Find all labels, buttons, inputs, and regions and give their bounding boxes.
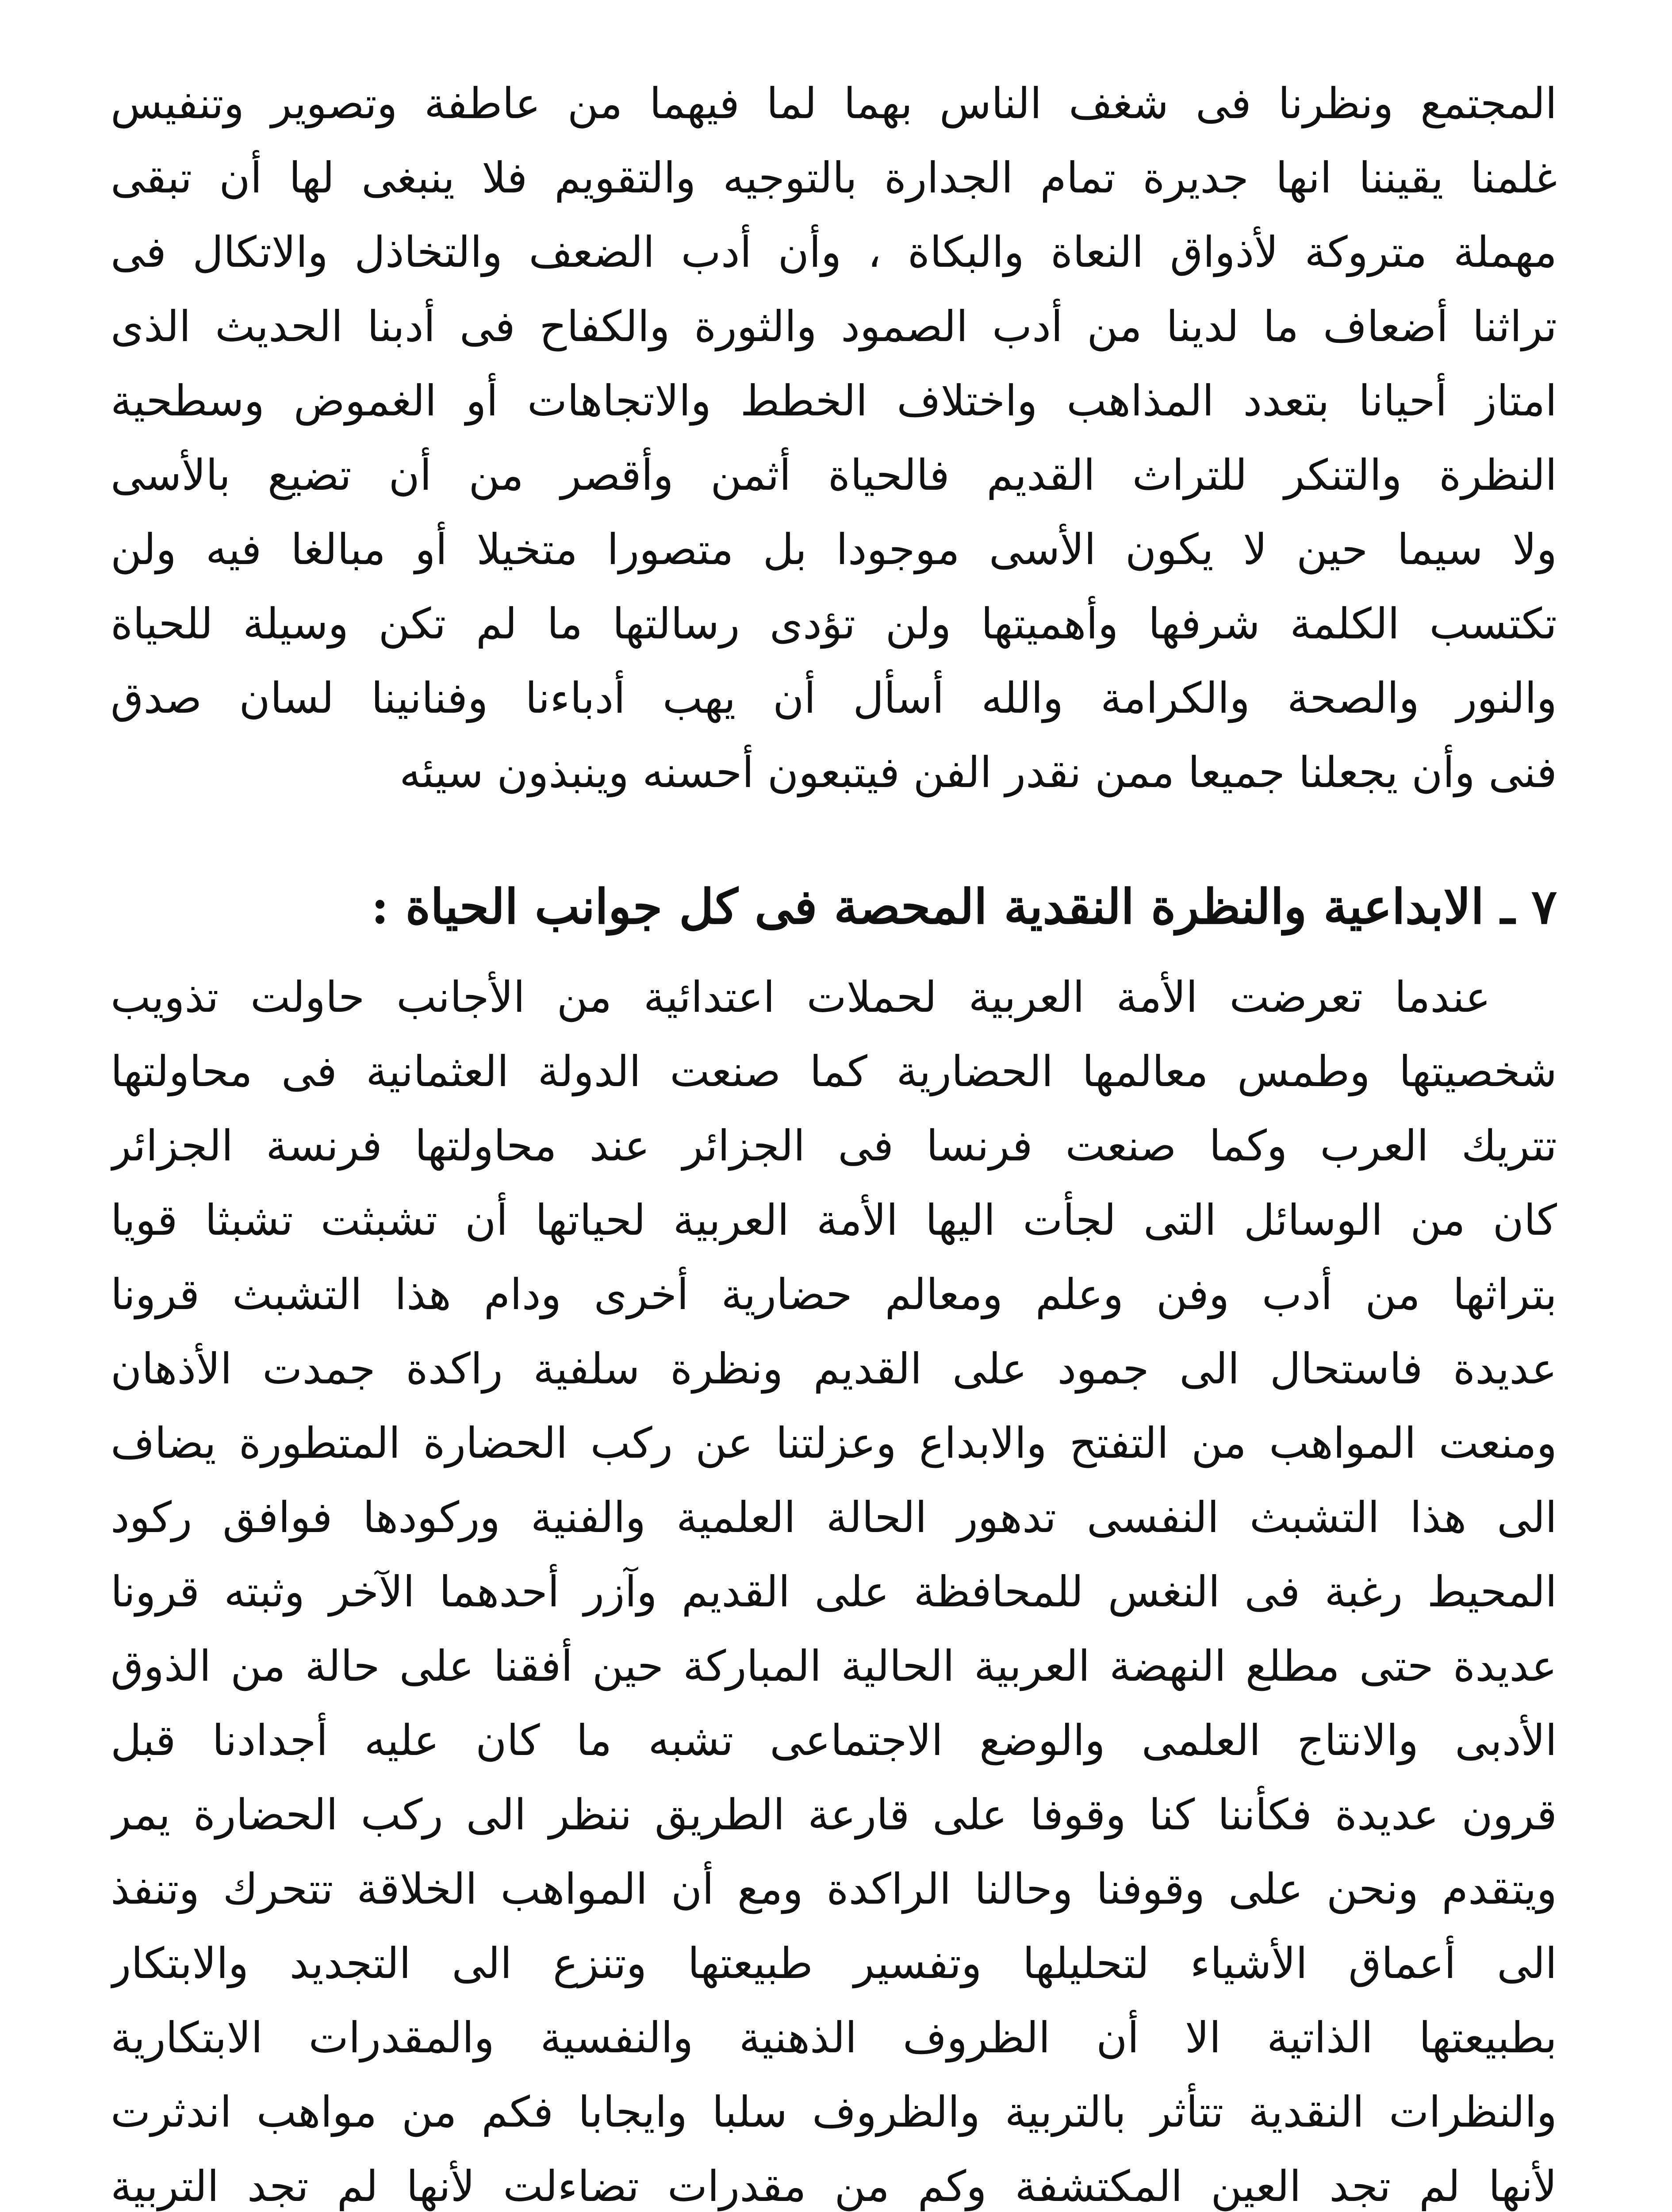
text-line: عندما تعرضت الأمة العربية لحملات اعتدائية من الأجانب حاولت تذويب [111,972,1491,1022]
text-line: امتاز أحيانا بتعدد المذاهب واختلاف الخطط والاتجاهات أو الغموض وسطحية [111,376,1557,426]
text-line: مهملة متروكة لأذواق النعاة والبكاة ، وأن أدب الضعف والتخاذل والاتكال فى [111,227,1557,277]
text-line: عديدة فاستحال الى جمود على القديم ونظرة سلفية راكدة جمدت الأذهان [111,1344,1557,1394]
text-line: بطبيعتها الذاتية الا أن الظروف الذهنية والنفسية والمقدرات الابتكارية [111,2013,1557,2062]
text-line: ويتقدم ونحن على وقوفنا وحالنا الراكدة ومع أن المواهب الخلاقة تتحرك وتنفذ [111,1864,1557,1914]
text-line: ولا سيما حين لا يكون الأسى موجودا بل متصورا متخيلا أو مبالغا فيه ولن [111,525,1557,574]
text-line: بتراثها من أدب وفن وعلم ومعالم حضارية أخرى ودام هذا التشبث قرونا [111,1270,1557,1319]
text-line: النظرة والتنكر للتراث القديم فالحياة أثمن وأقصر من أن تضيع بالأسى [111,450,1557,500]
text-line: الى أعماق الأشياء لتحليلها وتفسير طبيعتها وتنزع الى التجديد والابتكار [111,1939,1557,1988]
paragraph-top [111,66,1557,810]
text-line: قرون عديدة فكأننا كنا وقوفا على قارعة الطريق ننظر الى ركب الحضارة يمر [111,1790,1557,1839]
text-line: الأدبى والانتاج العلمى والوضع الاجتماعى تشبه ما كان عليه أجدادنا قبل [111,1716,1557,1765]
section-heading: ٧ ـ الابداعية والنظرة النقدية المحصة فى كل جوانب الحياة : [371,879,1557,935]
document-page [111,66,1557,2212]
text-line: المجتمع ونظرنا فى شغف الناس بهما لما فيهما من عاطفة وتصوير وتنفيس [111,79,1557,128]
text-line: ومنعت المواهب من التفتح والابداع وعزلتنا عن ركب الحضارة المتطورة يضاف [111,1418,1557,1468]
text-line: عديدة حتى مطلع النهضة العربية الحالية المباركة حين أفقنا على حالة من الذوق [111,1641,1557,1691]
text-line: شخصيتها وطمس معالمها الحضارية كما صنعت الدولة العثمانية فى محاولتها [111,1047,1557,1096]
text-line: غلمنا يقيننا انها جديرة تمام الجدارة بالتوجيه والتقويم فلا ينبغى لها أن تبقى [111,153,1557,203]
text-line: والنور والصحة والكرامة والله أسأل أن يهب أدباءنا وفنانينا لسان صدق [111,673,1557,723]
text-line: تكتسب الكلمة شرفها وأهميتها ولن تؤدى رسالتها ما لم تكن وسيلة للحياة [111,599,1557,649]
text-line: تراثنا أضعاف ما لدينا من أدب الصمود والثورة والكفاح فى أدبنا الحديث الذى [111,302,1557,351]
text-line: لأنها لم تجد العين المكتشفة وكم من مقدرات تضاءلت لأنها لم تجد التربية [111,2162,1557,2211]
text-line: والنظرات النقدية تتأثر بالتربية والظروف سلبا وايجابا فكم من مواهب اندثرت [111,2087,1557,2137]
text-line: كان من الوسائل التى لجأت اليها الأمة العربية لحياتها أن تشبثت تشبثا قويا [111,1195,1557,1245]
text-line: تتريك العرب وكما صنعت فرنسا فى الجزائر عند محاولتها فرنسة الجزائر [111,1121,1557,1171]
paragraph-main [111,960,1557,2212]
text-line: فنى وأن يجعلنا جميعا ممن نقدر الفن فيتبعون أحسنه وينبذون سيئه [399,748,1557,797]
text-line: الى هذا التشبث النفسى تدهور الحالة العلمية والفنية وركودها فوافق ركود [111,1493,1557,1542]
text-line: المحيط رغبة فى النغس للمحافظة على القديم وآزر أحدهما الآخر وثبته قرونا [111,1567,1557,1617]
